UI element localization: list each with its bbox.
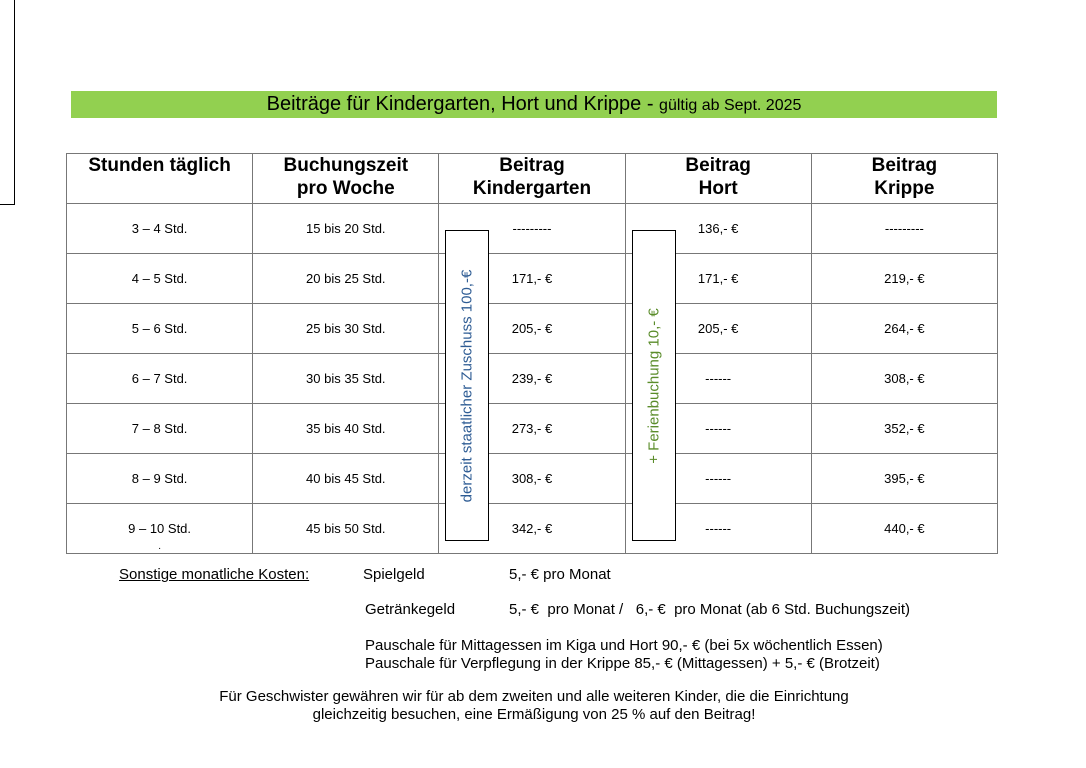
cell-krippe: ---------	[811, 204, 997, 254]
table-row	[67, 204, 998, 254]
sibling-note-line-2: gleichzeitig besuchen, eine Ermäßigung von 25 % auf den Beitrag!	[312, 706, 756, 723]
hort-holiday-note: + Ferienbuchung 10,- €	[645, 307, 663, 464]
cell-kindergarten: 205,- €	[439, 304, 625, 354]
table-row	[67, 254, 998, 304]
cell-kindergarten: 342,- €	[439, 504, 625, 554]
cell-hours: 8 – 9 Std.	[67, 454, 253, 504]
cell-hours: 3 – 4 Std.	[67, 204, 253, 254]
table-row	[67, 304, 998, 354]
col-header-hours: Stunden täglich	[67, 154, 253, 204]
fee-table	[66, 153, 998, 554]
cell-kindergarten: ---------	[439, 204, 625, 254]
cell-booking: 45 bis 50 Std.	[253, 504, 439, 554]
cell-hours-text: 9 – 10 Std.	[128, 521, 192, 536]
cell-hours: 5 – 6 Std.	[67, 304, 253, 354]
col-header-kindergarten: Beitrag Kindergarten	[439, 154, 625, 204]
title-bar	[71, 91, 997, 118]
kiga-subsidy-note: derzeit staatlicher Zuschuss 100,-€	[458, 269, 476, 502]
cell-booking: 25 bis 30 Std.	[253, 304, 439, 354]
title-main: Beiträge für Kindergarten, Hort und Krippe -	[266, 93, 660, 115]
cell-hours: 6 – 7 Std.	[67, 354, 253, 404]
cell-kindergarten: 239,- €	[439, 354, 625, 404]
col-header-hort: Beitrag Hort	[625, 154, 811, 204]
cell-booking: 40 bis 45 Std.	[253, 454, 439, 504]
pauschale-kiga-hort: Pauschale für Mittagessen im Kiga und Hort 90,- € (bei 5x wöchentlich Essen)	[365, 637, 883, 654]
cell-hort: 205,- €	[625, 304, 811, 354]
cell-kindergarten: 273,- €	[439, 404, 625, 454]
cell-booking: 20 bis 25 Std.	[253, 254, 439, 304]
table-header-row	[67, 154, 998, 204]
spielgeld-label: Spielgeld	[363, 566, 425, 583]
table-row	[67, 404, 998, 454]
table-row	[67, 454, 998, 504]
cell-hort: 136,- €	[625, 204, 811, 254]
table-row	[67, 354, 998, 404]
cell-krippe: 395,- €	[811, 454, 997, 504]
cell-krippe: 440,- €	[811, 504, 997, 554]
cell-booking: 15 bis 20 Std.	[253, 204, 439, 254]
hort-holiday-box	[632, 230, 676, 541]
cell-krippe: 264,- €	[811, 304, 997, 354]
getraenke-value: 5,- € pro Monat / 6,- € pro Monat (ab 6 Std. Buchungszeit)	[509, 601, 911, 618]
cell-hort: ------	[625, 354, 811, 404]
cell-hort: 171,- €	[625, 254, 811, 304]
cell-krippe: 219,- €	[811, 254, 997, 304]
cell-krippe: 352,- €	[811, 404, 997, 454]
col-header-krippe: Beitrag Krippe	[811, 154, 997, 204]
table-row	[67, 504, 998, 554]
costs-heading: Sonstige monatliche Kosten:	[119, 566, 310, 583]
cell-hort: ------	[625, 454, 811, 504]
col-header-booking: Buchungszeit pro Woche	[253, 154, 439, 204]
cell-krippe: 308,- €	[811, 354, 997, 404]
pauschale-krippe: Pauschale für Verpflegung in der Krippe 85,- € (Mittagessen) + 5,- € (Brotzeit)	[365, 655, 880, 672]
cell-hours	[67, 504, 253, 554]
kiga-subsidy-box	[445, 230, 489, 541]
cell-kindergarten: 308,- €	[439, 454, 625, 504]
cell-kindergarten: 171,- €	[439, 254, 625, 304]
corner-frame-line	[0, 0, 15, 205]
cell-booking: 30 bis 35 Std.	[253, 354, 439, 404]
cell-booking: 35 bis 40 Std.	[253, 404, 439, 454]
spielgeld-value: 5,- € pro Monat	[509, 566, 611, 583]
cell-hours: 7 – 8 Std.	[67, 404, 253, 454]
title-validity: gültig ab Sept. 2025	[659, 97, 802, 114]
cell-hort: ------	[625, 504, 811, 554]
stray-dot: .	[158, 541, 161, 552]
cell-hours: 4 – 5 Std.	[67, 254, 253, 304]
sibling-note-line-1: Für Geschwister gewähren wir für ab dem zweiten und alle weiteren Kinder, die die Einrichtung	[219, 688, 849, 705]
cell-hort: ------	[625, 404, 811, 454]
getraenke-label: Getränkegeld	[365, 601, 456, 618]
